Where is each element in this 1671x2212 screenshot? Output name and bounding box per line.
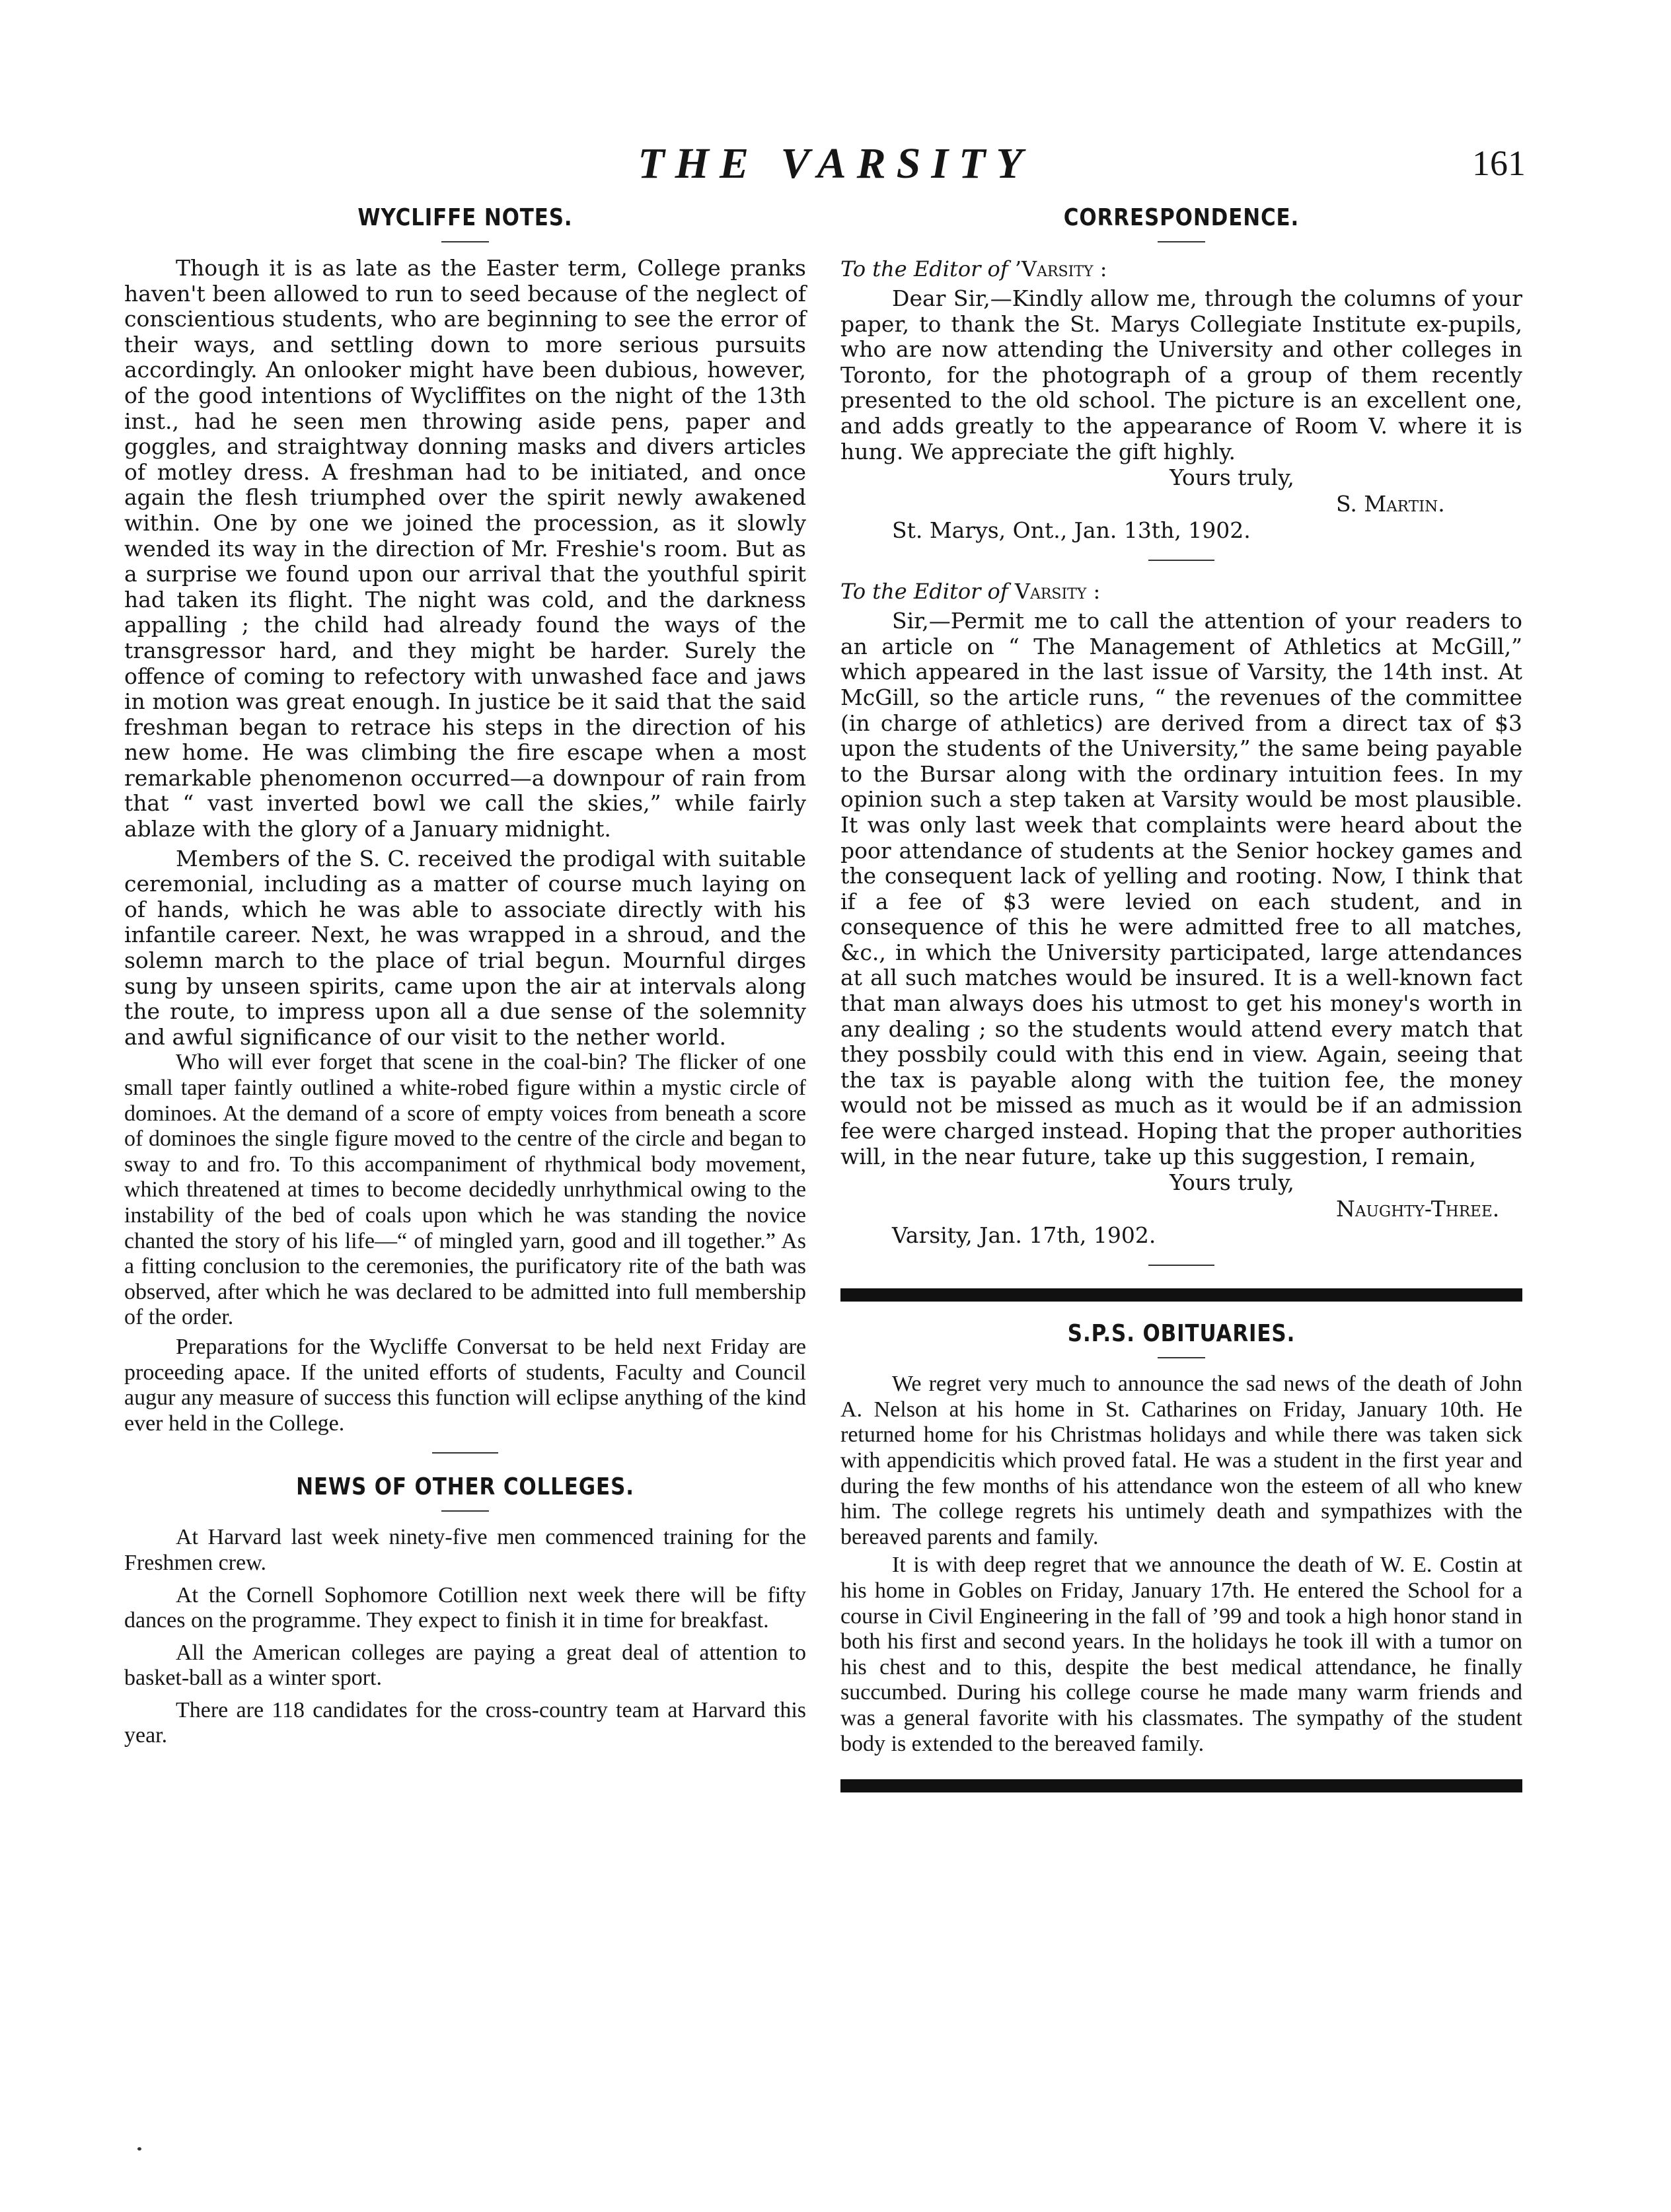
salutation-recipient: ’Varsity : xyxy=(1014,256,1107,281)
letter-one xyxy=(840,256,1522,544)
obituaries-section xyxy=(840,1317,1522,1757)
salutation-prefix: To the Editor of xyxy=(840,256,1008,281)
wycliffe-notes-heading: WYCLIFFE NOTES. xyxy=(357,204,573,231)
salutation-prefix: To the Editor of xyxy=(840,579,1008,605)
news-of-other-colleges-section xyxy=(124,1471,806,1749)
section-rule xyxy=(1158,241,1205,242)
letter-two xyxy=(840,578,1522,1249)
news-item: At Harvard last week ninety-five men commenced training for the Freshmen crew. xyxy=(124,1525,806,1575)
ink-speck xyxy=(137,2147,141,2151)
wycliffe-notes-section xyxy=(124,202,806,1436)
right-column xyxy=(840,202,1522,1808)
wycliffe-paragraph: Who will ever forget that scene in the coal-bin? The flicker of one small taper faintly outlined a white-robed figure within a mystic circle of dominoes. At the demand of a score of empty voices from beneath a score of dominoes the single figure moved to the centre of the circle and began to sway to and fro. To this accompaniment of rhythmical body movement, which threatened at times to become decidedly unrhythmical owing to the instability of the bed of coals upon which he was standing the novice chanted the story of his life—“ of mingled yarn, good and ill together.” As a fitting conclusion to the ceremonies, the purificatory rite of the bath was observed, after which he was declared to be admitted into full membership of the order. xyxy=(124,1050,806,1330)
correspondence-heading: CORRESPONDENCE. xyxy=(1063,204,1300,231)
heavy-divider-bar xyxy=(840,1779,1522,1792)
salutation-recipient: Varsity : xyxy=(1014,579,1101,605)
publication-title: THE VARSITY xyxy=(638,139,1033,188)
letter-dateline: Varsity, Jan. 17th, 1902. xyxy=(892,1222,1156,1249)
wycliffe-paragraph: Preparations for the Wycliffe Conversat to be held next Friday are proceeding apace. If the united efforts of students, Faculty and Council augur any measure of success this function will eclipse anything of the kind ever held in the College. xyxy=(124,1334,806,1436)
correspondence-section xyxy=(840,202,1522,1266)
section-rule xyxy=(1148,560,1214,561)
section-rule xyxy=(441,241,489,242)
news-heading: NEWS OF OTHER COLLEGES. xyxy=(296,1473,634,1501)
letter-closing: Yours truly, xyxy=(1170,1169,1294,1196)
obituary-paragraph: We regret very much to announce the sad news of the death of John A. Nelson at his home in St. Catharines on Friday, January 10th. He returned home for his Christmas holidays and while there was taken sick with appendicitis which proved fatal. He was a student in the first year and during the few months of his attendance won the esteem of all who knew him. The college regrets his untimely death and sympathizes with the bereaved parents and family. xyxy=(840,1372,1522,1549)
letter-body: Sir,—Permit me to call the attention of your readers to an article on “ The Management of Athletics at McGill,” which appeared in the last issue of Varsity, the 14th inst. At McGill, so the article runs, “ the revenues of the committee (in charge of athletics) are derived from a direct tax of $3 upon the students of the University,” the same being payable to the Bursar along with the ordinary intuition fees. In my opinion such a step taken at Varsity would be most plausible. It was only last week that complaints were heard about the poor attendance of students at the Senior hockey games and the consequent lack of yelling and rooting. Now, I think that if a fee of $3 were levied on each student, and in consequence of this he were admitted free to all matches, &c., in which the University participated, large attendances at all such matches would be insured. It is a well-known fact that man always does his utmost to get his money's worth in any dealing ; so the students would attend every match that they possbily could with this end in view. Again, seeing that the tax is payable along with the tuition fee, the money would not be missed as much as it would be if an admission fee were charged instead. Hoping that the proper authorities will, in the near future, take up this suggestion, I remain, xyxy=(840,608,1522,1169)
letter-dateline: St. Marys, Ont., Jan. 13th, 1902. xyxy=(892,517,1251,544)
section-rule xyxy=(1158,1357,1205,1358)
wycliffe-paragraph: Members of the S. C. received the prodigal with suitable ceremonial, including as a matter of course much laying on of hands, which he was able to associate directly with his infantile career. Next, he was wrapped in a shroud, and the solemn march to the place of trial begun. Mournful dirges sung by unseen spirits, came upon the air at intervals along the route, to impress upon all a due sense of the solemnity and awful significance of our visit to the nether world. xyxy=(124,845,806,1050)
letter-salutation xyxy=(840,256,1522,282)
letter-signature: S. Martin. xyxy=(1336,491,1445,517)
news-item: All the American colleges are paying a great deal of attention to basket-ball as a winter sport. xyxy=(124,1640,806,1691)
page-number: 161 xyxy=(1472,143,1526,183)
news-item: There are 118 candidates for the cross-country team at Harvard this year. xyxy=(124,1697,806,1748)
section-rule xyxy=(432,1452,498,1454)
letter-signature: Naughty-Three. xyxy=(1336,1196,1500,1222)
wycliffe-paragraph: Though it is as late as the Easter term, College pranks haven't been allowed to run to seed because of the neglect of conscientious students, who are beginning to see the error of their ways, and settling down to more serious pursuits accordingly. An onlooker might have been dubious, however, of the good intentions of Wycliffites on the night of the 13th inst., had he seen men throwing aside pens, paper and goggles, and straightway donning masks and divers articles of motley dress. A freshman had to be initiated, and once again the flesh triumphed over the spirit newly awakened within. One by one we joined the procession, as it slowly wended its way in the direction of Mr. Freshie's room. But as a surprise we found upon our arrival that the youthful spirit had taken its flight. The night was cold, and the darkness appalling ; the child had already found the ways of the transgressor hard, and they might be harder. Surely the offence of coming to refectory with unwashed face and jaws in motion was great enough. In justice be it said that the said freshman began to retrace his steps in the direction of his new home. He was climbing the fire escape when a most remarkable phenomenon occurred—a downpour of rain from that “ vast inverted bowl we call the skies,” while fairly ablaze with the glory of a January midnight. xyxy=(124,255,806,842)
news-item: At the Cornell Sophomore Cotillion next week there will be fifty dances on the programme. They expect to finish it in time for breakfast. xyxy=(124,1582,806,1633)
section-rule xyxy=(1148,1265,1214,1266)
letter-closing: Yours truly, xyxy=(1170,464,1294,491)
heavy-divider-bar xyxy=(840,1288,1522,1302)
masthead xyxy=(0,139,1671,198)
obituary-paragraph: It is with deep regret that we announce the death of W. E. Costin at his home in Gobles on Friday, January 17th. He entered the School for a course in Civil Engineering in the fall of ’99 and took a high honor stand in both his first and second years. In the holidays he took ill with a tumor on his chest and to this, despite the best medical attendance, he finally succumbed. During his college course he made many warm friends and was a general favorite with his classmates. The sympathy of the student body is extended to the bereaved family. xyxy=(840,1553,1522,1756)
letter-salutation xyxy=(840,578,1522,605)
section-rule xyxy=(441,1510,489,1512)
left-column xyxy=(124,202,806,1749)
letter-body: Dear Sir,—Kindly allow me, through the columns of your paper, to thank the St. Marys Collegiate Institute ex-pupils, who are now attending the University and other colleges in Toronto, for the photograph of a group of them recently presented to the old school. The picture is an excellent one, and adds greatly to the appearance of Room V. where it is hung. We appreciate the gift highly. xyxy=(840,285,1522,464)
obituaries-heading: S.P.S. OBITUARIES. xyxy=(1067,1320,1296,1348)
